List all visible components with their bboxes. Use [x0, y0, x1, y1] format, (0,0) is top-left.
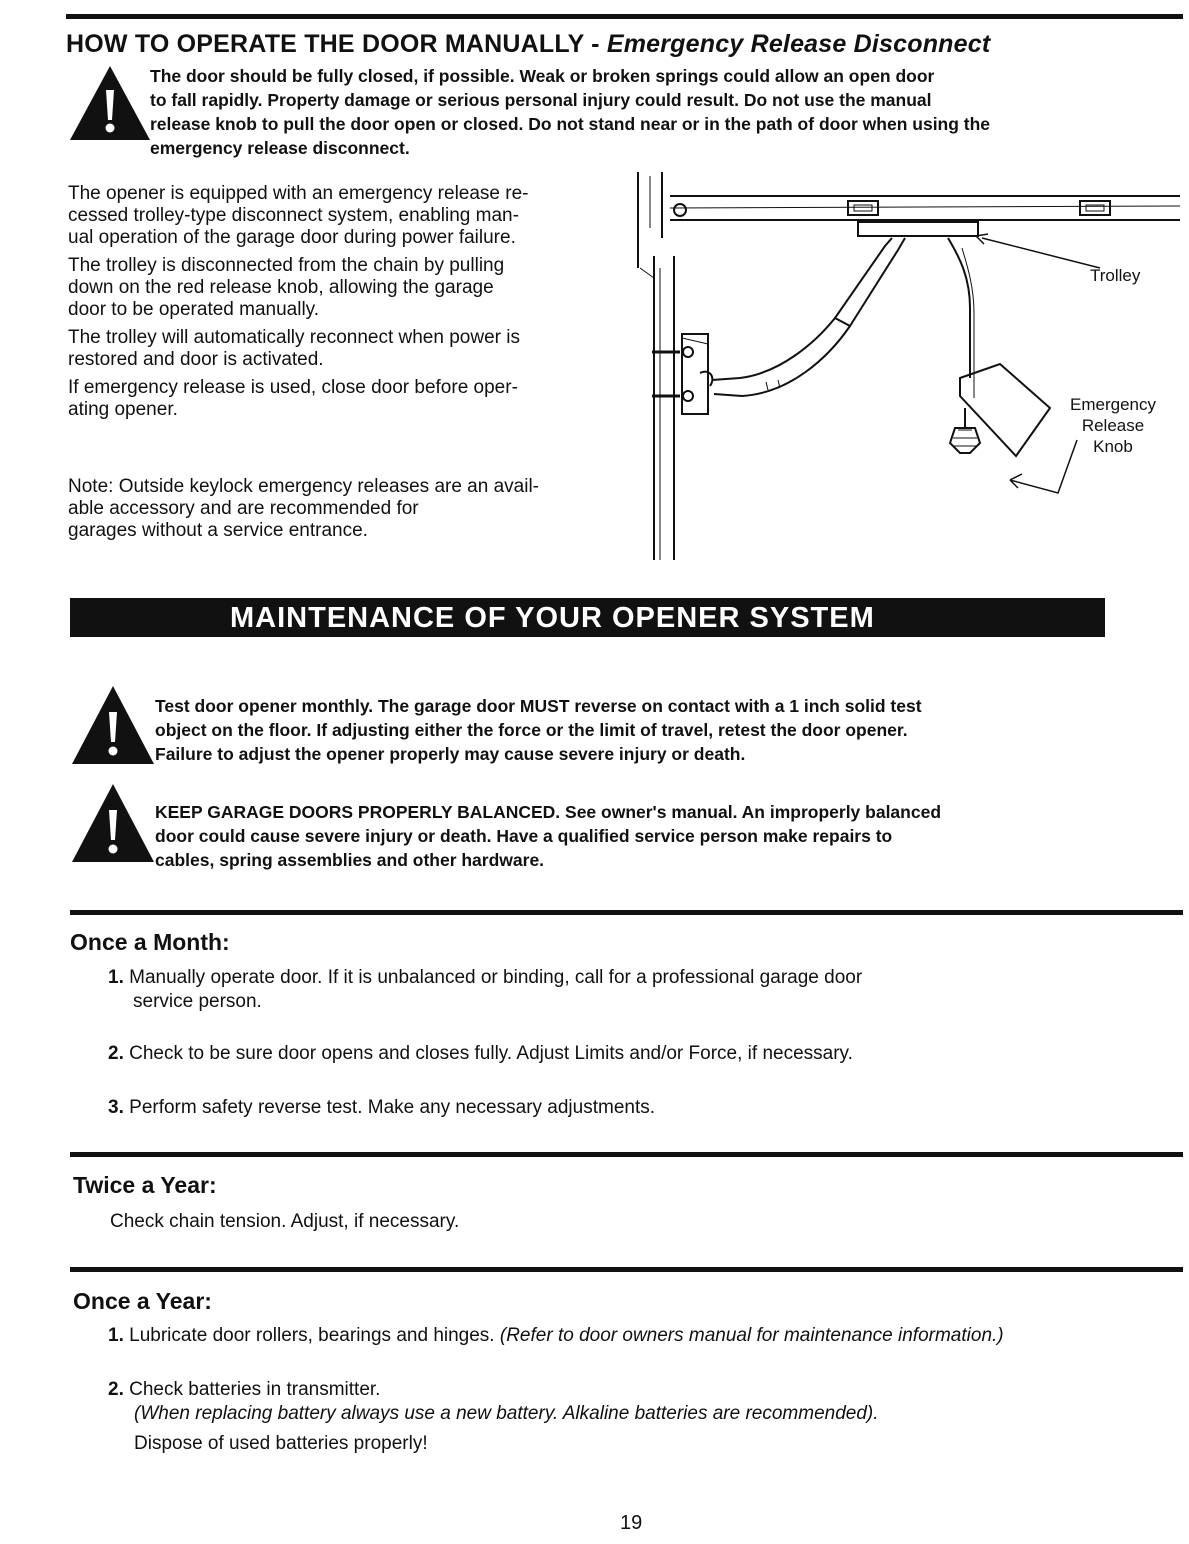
warning-triangle-icon: [70, 684, 156, 766]
item-text: Check batteries in transmitter.: [129, 1379, 381, 1400]
warning-triangle-icon: [70, 782, 156, 864]
yearly-item-2-dispose: Dispose of used batteries properly!: [134, 1433, 428, 1454]
section-title-main: HOW TO OPERATE THE DOOR MANUALLY -: [66, 30, 607, 58]
warning-line: cables, spring assemblies and other hardware.: [155, 850, 545, 870]
label-line: Emergency: [1070, 395, 1156, 414]
text-line: ual operation of the garage door during power failure.: [68, 227, 516, 248]
text-line: ating opener.: [68, 399, 178, 420]
section-title-manual-operation: [66, 30, 990, 59]
label-line: Release: [1081, 416, 1145, 435]
page-number: 19: [620, 1512, 643, 1534]
twice-year-title: Twice a Year:: [73, 1172, 217, 1198]
yearly-item-2-note: (When replacing battery always use a new battery. Alkaline batteries are recommended).: [134, 1403, 879, 1424]
section-title-sub: Emergency Release Disconnect: [606, 30, 991, 58]
paragraph-close-door: [68, 377, 628, 421]
note-keylock: [68, 476, 628, 542]
text-line: If emergency release is used, close door before oper-: [68, 377, 518, 398]
section-rule-yearly: [70, 1267, 1183, 1272]
yearly-item-2: [108, 1378, 380, 1402]
text-line: Note: Outside keylock emergency releases are an avail-: [68, 476, 540, 497]
warning-line: Test door opener monthly. The garage door MUST reverse on contact with a 1 inch solid test: [155, 696, 922, 716]
manual-release-description: [68, 183, 628, 427]
text-line: The opener is equipped with an emergency release re-: [68, 183, 529, 204]
monthly-item-1: [108, 966, 862, 990]
door-balance-warning: [155, 800, 1175, 872]
yearly-item-1: [108, 1324, 1004, 1348]
text-line: door to be operated manually.: [68, 299, 320, 320]
twice-year-text: Check chain tension. Adjust, if necessary.: [110, 1211, 460, 1232]
label-line: Knob: [1093, 437, 1133, 456]
text-line: The trolley will automatically reconnect when power is: [68, 327, 520, 348]
item-text: Lubricate door rollers, bearings and hinges.: [129, 1325, 500, 1346]
warning-line: Failure to adjust the opener properly may cause severe injury or death.: [155, 744, 746, 764]
warning-line: release knob to pull the door open or closed. Do not stand near or in the path of door when using the: [150, 114, 991, 134]
item-text: Perform safety reverse test. Make any necessary adjustments.: [129, 1097, 656, 1118]
warning-line: object on the floor. If adjusting either the force or the limit of travel, retest the door opener.: [155, 720, 908, 740]
paragraph-reconnect: [68, 327, 628, 371]
diagram-label-release-knob: [1068, 394, 1158, 457]
item-number: 1.: [108, 1325, 124, 1346]
trolley-release-diagram: [630, 168, 1185, 568]
text-line: able accessory and are recommended for: [68, 498, 419, 519]
warning-triangle-icon: [68, 64, 152, 142]
item-italic-note: (Refer to door owners manual for maintenance information.): [499, 1325, 1004, 1346]
monthly-item-1-continued: service person.: [133, 991, 262, 1012]
text-line: garages without a service entrance.: [68, 520, 368, 541]
text-line: The trolley is disconnected from the chain by pulling: [68, 255, 505, 276]
monthly-item-3: [108, 1096, 655, 1120]
safety-reverse-warning: [155, 694, 1175, 766]
item-number: 2.: [108, 1379, 124, 1400]
paragraph-trolley-disconnect: [68, 255, 628, 321]
maintenance-banner-title: MAINTENANCE OF YOUR OPENER SYSTEM: [230, 602, 875, 634]
text-line: cessed trolley-type disconnect system, enabling man-: [68, 205, 519, 226]
text-line: restored and door is activated.: [68, 349, 324, 370]
section-rule-twice: [70, 1152, 1183, 1157]
top-rule: [66, 14, 1183, 19]
item-text: Check to be sure door opens and closes fully. Adjust Limits and/or Force, if necessary.: [129, 1043, 853, 1064]
item-text: Manually operate door. If it is unbalanced or binding, call for a professional garage door: [129, 967, 863, 988]
item-number: 2.: [108, 1043, 124, 1064]
warning-line: door could cause severe injury or death. Have a qualified service person make repairs to: [155, 826, 893, 846]
warning-line: KEEP GARAGE DOORS PROPERLY BALANCED. See owner's manual. An improperly balanced: [155, 802, 942, 822]
item-number: 3.: [108, 1097, 124, 1118]
maintenance-banner: [70, 598, 1105, 637]
section-rule-monthly: [70, 910, 1183, 915]
warning-line: to fall rapidly. Property damage or serious personal injury could result. Do not use the manual: [150, 90, 932, 110]
paragraph-release-system: [68, 183, 628, 249]
warning-line: emergency release disconnect.: [150, 138, 410, 158]
warning-line: The door should be fully closed, if possible. Weak or broken springs could allow an open door: [150, 66, 935, 86]
item-number: 1.: [108, 967, 124, 988]
monthly-item-2: [108, 1042, 853, 1066]
diagram-label-trolley: Trolley: [1090, 266, 1141, 285]
manual-release-warning: [150, 64, 1180, 160]
text-line: down on the red release knob, allowing the garage: [68, 277, 494, 298]
yearly-title: Once a Year:: [73, 1288, 212, 1314]
monthly-title: Once a Month:: [70, 929, 230, 955]
